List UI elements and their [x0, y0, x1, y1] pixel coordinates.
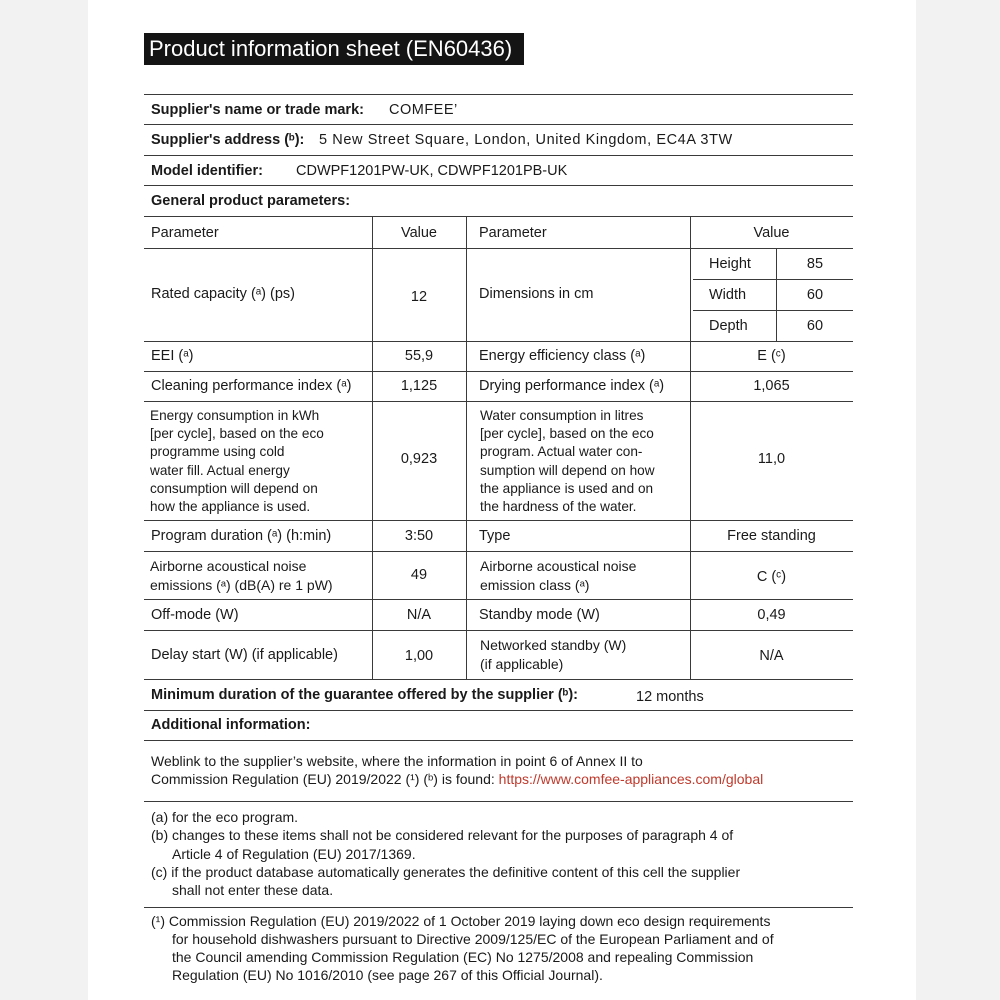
regulation-note-line2: for household dishwashers pursuant to Directive 2009/125/EC of the European Parliament and of	[172, 931, 774, 947]
footnote-b-line1: (b) changes to these items shall not be considered relevant for the purposes of paragraph 4 of	[151, 827, 734, 843]
supplier-address-label: Supplier's address (ᵇ):	[151, 132, 305, 148]
rule	[693, 310, 853, 311]
rule	[144, 801, 853, 802]
general-parameters-heading: General product parameters:	[151, 193, 351, 209]
rated-capacity-value: 12	[410, 289, 428, 305]
rule	[144, 216, 853, 217]
footnote-c-line2: shall not enter these data.	[172, 882, 334, 898]
water-consumption-value: 11,0	[757, 451, 786, 467]
program-duration-label: Program duration (ᵃ) (h:min)	[151, 528, 332, 544]
noise-emissions-value: 49	[410, 567, 428, 583]
rule	[144, 371, 853, 372]
height-label: Height	[709, 256, 751, 272]
column-divider	[466, 216, 467, 679]
page-title: Product information sheet (EN60436)	[144, 33, 524, 65]
water-consumption-label: Water consumption in litres [per cycle], based on the eco program. Actual water con- sumption will depend on how the appliance is used and on the hardness of the water.	[480, 408, 655, 515]
networked-standby-value: N/A	[759, 648, 784, 664]
eei-value: 55,9	[404, 348, 434, 364]
depth-label: Depth	[709, 318, 748, 334]
regulation-note-line1: (¹) Commission Regulation (EU) 2019/2022 of 1 October 2019 laying down eco design requirements	[151, 913, 771, 929]
model-identifier-value: CDWPF1201PW-UK, CDWPF1201PB-UK	[296, 163, 568, 179]
rule	[144, 551, 853, 552]
delay-start-value: 1,00	[404, 648, 434, 664]
weblink-text-line1: Weblink to the supplier’s website, where the information in point 6 of Annex II to	[151, 753, 643, 769]
cleaning-index-value: 1,125	[400, 378, 438, 394]
networked-standby-label: Networked standby (W) (if applicable)	[480, 637, 627, 672]
rule	[144, 401, 853, 402]
drying-index-value: 1,065	[753, 378, 790, 394]
rule	[144, 94, 853, 95]
header-parameter-1: Parameter	[151, 225, 219, 241]
energy-class-label: Energy efficiency class (ᵃ)	[479, 348, 646, 364]
noise-emissions-label: Airborne acoustical noise emissions (ᵃ) (dB(A) re 1 pW)	[150, 558, 333, 593]
guarantee-label: Minimum duration of the guarantee offered by the supplier (ᵇ):	[151, 687, 578, 703]
regulation-note-line3: the Council amending Commission Regulation (EC) No 1275/2008 and repealing Commission	[172, 949, 754, 965]
header-parameter-2: Parameter	[479, 225, 547, 241]
energy-class-value: E (ᶜ)	[757, 348, 786, 364]
regulation-note-line4: Regulation (EU) No 1016/2010 (see page 267 of this Official Journal).	[172, 967, 603, 983]
height-value: 85	[806, 256, 824, 272]
rule	[144, 155, 853, 156]
supplier-website-link[interactable]: https://www.comfee-appliances.com/global	[498, 771, 764, 787]
cleaning-index-label: Cleaning performance index (ᵃ)	[151, 378, 352, 394]
delay-start-label: Delay start (W) (if applicable)	[151, 647, 338, 663]
additional-info-heading: Additional information:	[151, 717, 311, 733]
off-mode-label: Off-mode (W)	[151, 607, 239, 623]
guarantee-value: 12 months	[636, 689, 704, 705]
footnote-b-line2: Article 4 of Regulation (EU) 2017/1369.	[172, 846, 416, 862]
footnote-a: (a) for the eco program.	[151, 809, 299, 825]
rule	[144, 599, 853, 600]
energy-consumption-label: Energy consumption in kWh [per cycle], based on the eco programme using cold water fill. Actual energy consumption will depend on how the appliance is used.	[150, 408, 324, 515]
type-label: Type	[479, 528, 511, 544]
rule	[144, 341, 853, 342]
supplier-name-label: Supplier's name or trade mark:	[151, 102, 364, 118]
rule	[693, 279, 853, 280]
rated-capacity-label: Rated capacity (ᵃ) (ps)	[151, 286, 295, 302]
drying-index-label: Drying performance index (ᵃ)	[479, 378, 665, 394]
noise-class-label: Airborne acoustical noise emission class (ᵃ)	[480, 558, 637, 593]
header-value-1: Value	[400, 225, 437, 241]
program-duration-value: 3:50	[404, 528, 434, 544]
rule	[144, 907, 853, 908]
rule	[144, 710, 853, 711]
eei-label: EEI (ᵃ)	[151, 348, 194, 364]
supplier-address-value: 5 New Street Square, London, United Kingdom, EC4A 3TW	[319, 132, 733, 148]
rule	[144, 679, 853, 680]
width-value: 60	[806, 287, 824, 303]
dimensions-label: Dimensions in cm	[479, 286, 594, 302]
noise-class-value: C (ᶜ)	[756, 569, 787, 585]
rule	[144, 740, 853, 741]
standby-label: Standby mode (W)	[479, 607, 600, 623]
rule	[144, 248, 853, 249]
rule	[144, 124, 853, 125]
rule	[144, 520, 853, 521]
footnote-c-line1: (c) if the product database automatically generates the definitive content of this cell the supplier	[151, 864, 741, 880]
weblink-text-line2: Commission Regulation (EU) 2019/2022 (¹) (ᵇ) is found: https://www.comfee-appliances.com/global	[151, 771, 764, 787]
off-mode-value: N/A	[406, 607, 432, 623]
type-value: Free standing	[727, 528, 816, 544]
header-value-2: Value	[753, 225, 790, 241]
energy-consumption-value: 0,923	[400, 451, 438, 467]
depth-value: 60	[806, 318, 824, 334]
rule	[144, 185, 853, 186]
supplier-name-value: COMFEE’	[389, 102, 458, 118]
width-label: Width	[709, 287, 747, 303]
rule	[144, 630, 853, 631]
model-identifier-label: Model identifier:	[151, 163, 263, 179]
standby-value: 0,49	[757, 607, 786, 623]
